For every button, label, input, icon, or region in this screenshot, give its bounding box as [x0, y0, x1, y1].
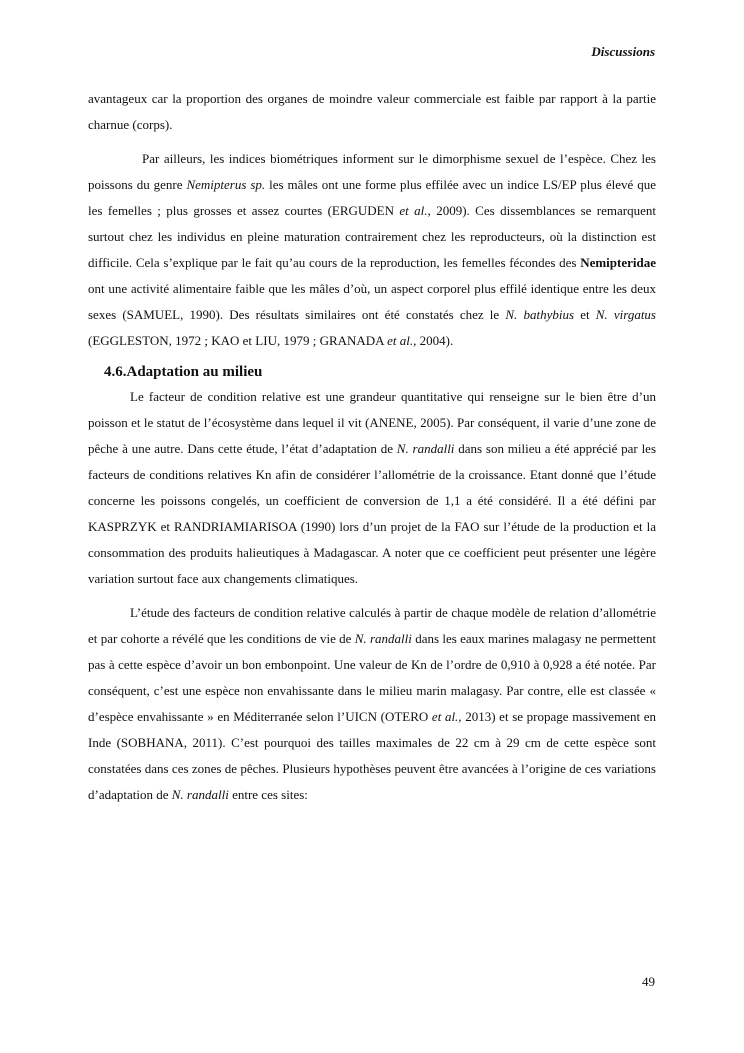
species-name: N. randalli	[171, 787, 229, 802]
text-run: 2009). Ces dissemblances se remarquent surtout chez les individus en pleine maturation contrairement chez les reproducteurs, où la distinction est difficile. Cela s’explique par le fait qu’au cours de la reproduction, les femelles fécondes des	[88, 203, 656, 270]
text-run: avantageux car la proportion des organes de moindre valeur commerciale est faible par rapport à la partie charnue (corps).	[88, 91, 656, 132]
text-run: (EGGLESTON, 1972 ; KAO et LIU, 1979 ; GRANADA	[88, 333, 388, 348]
family-name: Nemipteridae	[580, 255, 656, 270]
citation-etal: et al.,	[387, 333, 417, 348]
text-run: et	[574, 307, 596, 322]
text-run: Par ailleurs, les indices biométriques informent sur le dimorphisme sexuel de l’espèce. Chez les poissons du genre	[88, 151, 656, 192]
text-run: dans les eaux marines malagasy ne permettent pas à cette espèce d’avoir un bon embonpoint. Une valeur de Kn de l’ordre de 0,910 à 0,928 a été notée. Par conséquent, c’est une espèce non envahissante dans le milieu marin malagasy. Par contre, elle est classée « d’espèce envahissante » en Méditerranée selon l’UICN (OTERO	[88, 631, 657, 724]
paragraph-condition-factor	[88, 384, 656, 592]
species-name: Nemipterus sp.	[186, 177, 266, 192]
text-run: Le facteur de condition relative est une grandeur quantitative qui renseigne sur le bien être d’un poisson et le statut de l’écosystème dans lequel il vit (ANENE, 2005). Par conséquent, il varie d’une zone de pêche à une autre. Dans cette étude, l’état d’adaptation de	[88, 389, 656, 456]
text-run: ont une activité alimentaire faible que les mâles d’où, un aspect corporel plus effilé identique entre les deux sexes (SAMUEL, 1990). Des résultats similaires ont été constatés chez le	[88, 281, 656, 322]
text-run: les mâles ont une forme plus effilée avec un indice LS/EP plus élevé que les femelles ; plus grosses et assez courtes (ERGUDEN	[88, 177, 656, 218]
species-name: N. bathybius	[505, 307, 575, 322]
citation-etal: et al.,	[399, 203, 431, 218]
paragraph-allometry	[88, 600, 656, 808]
text-run: 2013) et se propage massivement en Inde (SOBHANA, 2011). C’est pourquoi des tailles maximales de 22 cm à 29 cm de cette espèce sont constatées dans ces zones de pêches. Plusieurs hypothèses peuvent être avancées à l’origine de ces variations d’adaptation de	[88, 709, 656, 802]
text-run: L’étude des facteurs de condition relative calculés à partir de chaque modèle de relation d’allométrie et par cohorte a révélé que les conditions de vie de	[88, 605, 656, 646]
section-heading: 4.6.Adaptation au milieu	[104, 364, 263, 380]
text-run: dans son milieu a été apprécié par les facteurs de conditions relatives Kn afin de considérer l’allométrie de la croissance. Etant donné que l’étude concerne les poissons congelés, un coefficient de conversion de 1,1 a été considéré. Il a été défini par KASPRZYK et RANDRIAMIARISOA (1990) lors d’un projet de la FAO sur l’étude de la production et la consommation des produits halieutiques à Madagascar. A noter que ce coefficient peut présenter une légère variation surtout face aux changements climatiques.	[88, 441, 657, 586]
running-header: Discussions	[591, 44, 655, 59]
species-name: N. virgatus	[595, 307, 656, 322]
species-name: N. randalli	[354, 631, 412, 646]
page-body	[88, 86, 656, 808]
text-run: entre ces sites:	[228, 787, 308, 802]
citation-etal: et al.,	[431, 709, 462, 724]
paragraph-continuation	[88, 86, 656, 138]
species-name: N. randalli	[396, 441, 455, 456]
text-run: 2004).	[416, 333, 454, 348]
page-number: 49	[642, 974, 655, 989]
paragraph-dimorphism	[88, 146, 656, 354]
